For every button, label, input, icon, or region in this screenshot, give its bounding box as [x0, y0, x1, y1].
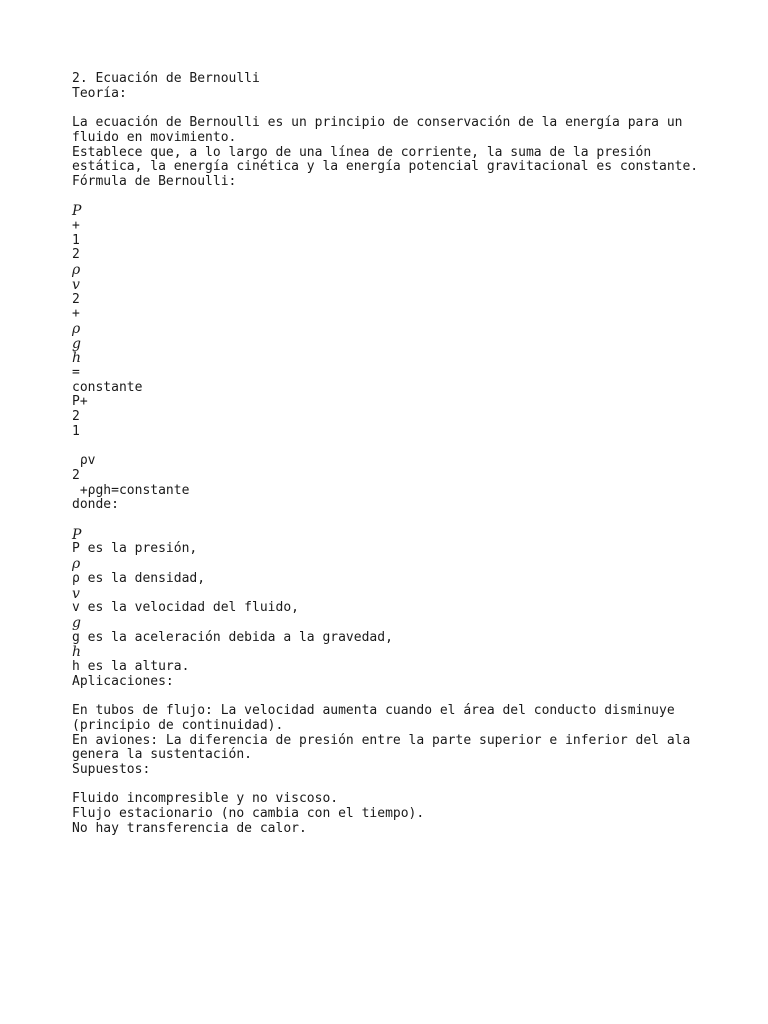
- formula-plain-line: 2: [72, 409, 80, 425]
- definitions-list: [72, 528, 712, 675]
- formula-plain-line: +ρgh=constante: [72, 482, 190, 498]
- blank-line: [72, 190, 712, 205]
- blank-line: [72, 101, 712, 116]
- applications-heading: Aplicaciones:: [72, 673, 174, 689]
- formula-token: P: [72, 203, 82, 220]
- document-page: [72, 72, 712, 836]
- formula-token: +: [72, 306, 80, 322]
- definition-symbol: h: [72, 644, 82, 661]
- definition-text: P es la presión,: [72, 541, 198, 557]
- formula-math-block: [72, 204, 712, 395]
- blank-line: [72, 513, 712, 528]
- assumption-item: Flujo estacionario (no cambia con el tiempo).: [72, 806, 425, 822]
- assumption-item: No hay transferencia de calor.: [72, 820, 307, 836]
- blank-line: [72, 778, 712, 793]
- formula-heading: Fórmula de Bernoulli:: [72, 173, 237, 189]
- formula-token: +: [72, 218, 80, 233]
- formula-token: v: [72, 276, 80, 293]
- where-label: donde:: [72, 497, 119, 513]
- definition-text: ρ es la densidad,: [72, 570, 206, 586]
- theory-paragraph-1: La ecuación de Bernoulli es un principio de conservación de la energía para un fluido en movimiento.: [72, 115, 691, 145]
- formula-token: 1: [72, 232, 80, 248]
- formula-token: =: [72, 365, 80, 381]
- theory-paragraph-2: Establece que, a lo largo de una línea de corriente, la suma de la presión estática, la energía cinética y la energía potencial gravitacional es constante.: [72, 144, 699, 175]
- section-title: 2. Ecuación de Bernoulli: [72, 71, 260, 86]
- formula-token: g: [72, 335, 81, 352]
- formula-token: constante: [72, 379, 143, 395]
- formula-token: ρ: [72, 262, 81, 279]
- formula-token: h: [72, 350, 82, 367]
- definition-text: h es la altura.: [72, 659, 190, 675]
- definition-symbol: v: [72, 585, 80, 602]
- formula-token: ρ: [72, 320, 81, 337]
- application-item: En tubos de flujo: La velocidad aumenta cuando el área del conducto disminuye (principio de continuidad).: [72, 703, 683, 733]
- definition-symbol: g: [72, 614, 81, 631]
- definition-symbol: P: [72, 526, 82, 543]
- formula-token: 2: [72, 291, 80, 307]
- theory-heading: Teoría:: [72, 85, 127, 101]
- formula-plain-line: 2: [72, 467, 80, 483]
- application-item: En aviones: La diferencia de presión entre la parte superior e inferior del ala genera la sustentación.: [72, 732, 699, 763]
- formula-plain-block: [72, 395, 712, 498]
- formula-plain-line: ρv: [72, 453, 96, 469]
- blank-line: [72, 689, 712, 704]
- definition-text: g es la aceleración debida a la gravedad,: [72, 629, 393, 645]
- assumption-item: Fluido incompresible y no viscoso.: [72, 791, 339, 807]
- formula-plain-line: P+: [72, 394, 88, 410]
- definition-symbol: ρ: [72, 556, 81, 573]
- formula-token: 2: [72, 247, 80, 263]
- formula-plain-line: 1: [72, 423, 80, 439]
- formula-plain-line: [72, 440, 712, 455]
- assumptions-heading: Supuestos:: [72, 761, 151, 777]
- definition-text: v es la velocidad del fluido,: [72, 600, 299, 616]
